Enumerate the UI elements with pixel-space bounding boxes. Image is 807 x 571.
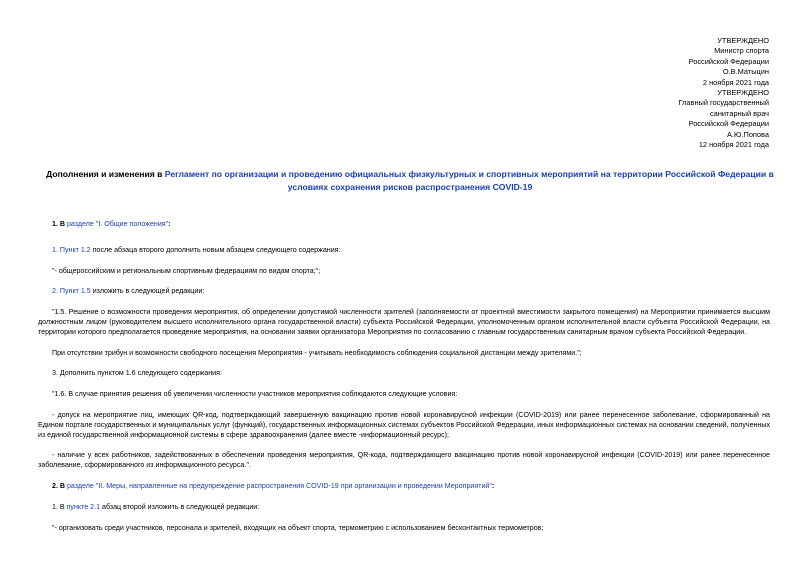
paragraph [38, 503, 770, 513]
document-body [38, 220, 770, 533]
point-1-5-link[interactable]: 2. Пункт 1.5 [52, 287, 91, 296]
paragraph-text: 1. В [52, 502, 67, 511]
approval-line: Министр спорта [714, 46, 769, 56]
paragraph: - наличие у всех работников, задействованных в обеспечении проведения мероприятия, QR-кода, подтверждающего вакцинацию против новой коронавирусной инфекции (COVID-2019) или ранее перенесенное заболевание, сформированного из информационного ресурса.". [38, 451, 770, 470]
paragraph: "1.5. Решение о возможности проведения мероприятия, об определении допустимой численности зрителей (заполняемости от проектной вместимости закрытого помещения) на Мероприятии принимается высшим должностным лицом (руководителем высшего исполнительного органа государственной власти) субъекта Российской Федерации, уполномоченным органом исполнительной власти субъекта Российской Федерации, на территории которого предполагается проведение мероприятия, на основании заявки организатора Мероприятия по согласованию с главным государственным санитарным врачом субъекта Российской Федерации. [38, 308, 770, 336]
approval-line: УТВЕРЖДЕНО [717, 88, 769, 98]
document-title [30, 168, 790, 193]
title-prefix: Дополнения и изменения в [46, 169, 165, 179]
section-2-colon: : [491, 481, 495, 490]
approval-line: Российской Федерации [688, 56, 769, 66]
approval-line: 12 ноября 2021 года [698, 140, 769, 150]
paragraph-text: абзац второй изложить в следующей редакции: [100, 502, 260, 511]
section-2-heading [38, 482, 770, 492]
approval-line: О.В.Матыцин [722, 67, 769, 77]
paragraph: "- общероссийским и региональным спортивным федерациям по видам спорта;"; [52, 266, 321, 275]
point-1-2-link[interactable]: 1. Пункт 1.2 [52, 245, 91, 254]
approval-block [569, 36, 769, 150]
approval-line: 2 ноября 2021 года [702, 77, 769, 87]
paragraph [38, 287, 770, 297]
section-1-colon: : [168, 220, 171, 228]
section-1-heading [38, 220, 770, 230]
point-2-1-link[interactable]: пункте 2.1 [66, 502, 101, 511]
section-2-number: 2. В [52, 481, 67, 490]
approval-line: Главный государственный [678, 98, 769, 108]
approval-line: А.Ю.Попова [727, 129, 769, 139]
approval-line: Российской Федерации [688, 119, 769, 129]
paragraph: При отсутствии трибун и возможности свободного посещения Мероприятия - учитывать необходимость соблюдения социальной дистанции между зрителями."; [52, 348, 582, 357]
regulation-link[interactable]: Регламент по организации и проведению официальных физкультурных и спортивных мероприятий на территории Российской Федерации в условиях сохранения рисков распространения COVID-19 [164, 169, 774, 192]
approval-line: УТВЕРЖДЕНО [717, 36, 769, 45]
paragraph-text: изложить в следующей редакции: [90, 287, 205, 296]
section-2-link[interactable]: разделе "II. Меры, направленные на предупреждение распространения COVID-19 при организации и проведении Мероприятий" [66, 481, 492, 490]
section-1-number: 1. В [52, 220, 67, 228]
paragraph-text: после абзаца второго дополнить новым абзацем следующего содержания: [90, 245, 341, 254]
paragraph: 3. Дополнить пунктом 1.6 следующего содержания: [52, 369, 222, 378]
paragraph [38, 246, 770, 256]
approval-line: санитарный врач [710, 108, 769, 118]
paragraph: - допуск на мероприятие лиц, имеющих QR-код, подтверждающий завершенную вакцинацию против новой коронавирусной инфекции (COVID-2019) или ранее перенесенное заболевание, сформированный на Едином портале государственных и муниципальных услуг (функций), государственных информационных системах субъектов Российской Федерации, иных информационных системах на основании сведений, полученных из единой государственной информационной системы в сфере здравоохранения (далее вместе -информационный ресурс); [38, 410, 770, 439]
paragraph: "1.6. В случае принятия решения об увеличении численности участников мероприятия соблюдаются следующие условия: [52, 390, 458, 399]
paragraph: "- организовать среди участников, персонала и зрителей, входящих на объект спорта, термометрию с использованием бесконтактных термометров; [52, 523, 544, 532]
section-1-link[interactable]: разделе "I. Общие положения" [66, 220, 169, 228]
